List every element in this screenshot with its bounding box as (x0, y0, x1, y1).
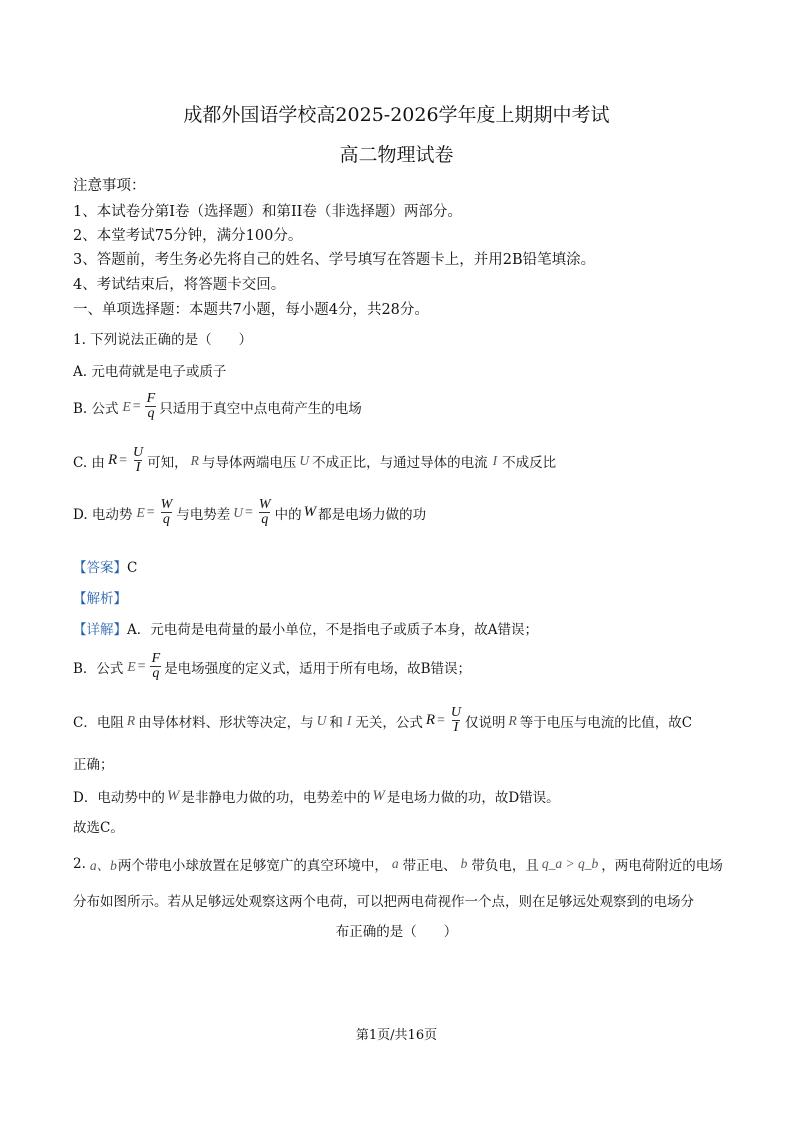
symbol-e: E (136, 504, 145, 520)
detail-c-prefix: C．电阻 (73, 714, 124, 731)
answer-row (73, 556, 137, 576)
option-c-text-3: 不成正比，与通过导体的电流 (312, 454, 488, 471)
option-c-text-1: 可知， (147, 454, 188, 471)
detail-a-text: A．元电荷是电荷量的最小单位，不是指电子或质子本身，故A错误； (127, 622, 538, 638)
detail-conclusion: 故选C。 (73, 820, 124, 836)
option-d-text-2: 中的 (274, 506, 302, 523)
q2-number: 2. (73, 856, 86, 872)
detail-c-continued: 正确； (73, 757, 114, 773)
detail-d (73, 786, 560, 806)
detail-a (73, 618, 538, 638)
fraction-u-over-i (131, 446, 145, 475)
symbol-r: R (107, 452, 118, 468)
detail-d-suffix: 是电场力做的功，故D错误。 (386, 790, 560, 806)
numerator: U (450, 705, 462, 720)
detail-b-prefix: B．公式 (73, 660, 124, 677)
symbol-qa-gt-qb: q_a > q_b (541, 856, 599, 871)
page-subtitle: 高二物理试卷 (339, 144, 454, 166)
notes-item-1: 1、本试卷分第I卷（选择题）和第II卷（非选择题）两部分。 (73, 204, 462, 220)
answer-value: C (127, 560, 138, 576)
denominator: q (162, 512, 170, 527)
symbol-w: W (166, 787, 180, 804)
q2-text-3: 带负电，且 (471, 858, 539, 874)
q1-option-b (73, 392, 362, 421)
symbol-e: E (127, 658, 136, 674)
analysis-label: 【解析】 (73, 591, 127, 607)
fraction-f-over-q (150, 652, 163, 681)
detail-c (73, 706, 692, 735)
option-d-prefix: D. 电动势 (73, 506, 133, 523)
q1-option-c (73, 446, 556, 475)
symbol-e: E (122, 398, 131, 414)
notes-heading: 注意事项： (73, 178, 146, 194)
option-b-suffix: 只适用于真空中点电荷产生的电场 (159, 400, 362, 417)
numerator: U (133, 445, 144, 460)
detail-c-text-3: 无关，公式 (355, 714, 423, 731)
fraction-f-over-q (145, 392, 158, 421)
numerator: W (160, 497, 173, 512)
symbol-r: R (126, 712, 136, 728)
notes-item-2: 2、本堂考试75分钟，满分100分。 (73, 228, 303, 244)
denominator: q (147, 406, 155, 421)
symbol-u: U (299, 452, 310, 468)
q2-line-1 (73, 854, 723, 874)
option-c-prefix: C. 由 (73, 454, 105, 471)
fraction-u-over-i (449, 706, 463, 735)
denominator: I (135, 460, 141, 475)
equals-sign: = (146, 504, 155, 520)
equals-sign: = (119, 452, 128, 468)
symbol-r: R (190, 452, 199, 468)
q1-stem: 1. 下列说法正确的是（ ） (73, 332, 253, 348)
detail-c-text-1: 由导体材料、形状等决定，与 (138, 714, 314, 731)
option-c-suffix: 不成反比 (502, 454, 557, 471)
detail-c-text-2: 和 (329, 714, 343, 731)
page-title: 成都外国语学校高2025-2026学年度上期期中考试 (183, 104, 610, 126)
q1-option-d (73, 498, 426, 527)
symbol-u: U (233, 504, 244, 520)
option-c-text-2: 与导体两端电压 (201, 454, 297, 471)
notes-item-4: 4、考试结束后，将答题卡交回。 (73, 277, 286, 293)
q2-text-2: 带正电、 (402, 858, 457, 874)
denominator: q (261, 512, 269, 527)
symbol-u: U (316, 712, 327, 728)
equals-sign: = (132, 398, 141, 414)
symbol-ab: a、b (89, 858, 117, 873)
detail-d-text: 是非静电力做的功，电势差中的 (181, 790, 371, 806)
numerator: F (151, 651, 161, 666)
notes-item-3: 3、答题前，考生务必先将自己的姓名、学号填写在答题卡上，并用2B铅笔填涂。 (73, 252, 596, 268)
q2-line-2: 分布如图所示。若从足够远处观察这两个电荷，可以把两电荷视作一个点，则在足够远处观察到的电场分 (73, 894, 694, 910)
detail-c-text-4: 仅说明 (465, 714, 506, 731)
denominator: I (453, 720, 459, 735)
q2-text-4: ，两电荷附近的电场 (601, 858, 723, 874)
fraction-w-over-q (159, 498, 175, 527)
symbol-i: I (492, 452, 498, 468)
symbol-r: R (425, 712, 436, 728)
symbol-r: R (508, 712, 517, 728)
detail-label: 【详解】 (73, 622, 127, 638)
numerator: W (258, 497, 271, 512)
symbol-w: W (303, 504, 317, 520)
fraction-w-over-q (257, 498, 273, 527)
q2-line-3: 布正确的是（ ） (335, 924, 458, 940)
detail-d-prefix: D．电动势中的 (73, 790, 165, 806)
denominator: q (152, 666, 160, 681)
detail-c-suffix: 等于电压与电流的比值，故C (519, 714, 693, 731)
section-heading: 一、单项选择题：本题共7小题，每小题4分，共28分。 (73, 302, 429, 318)
equals-sign: = (245, 504, 253, 520)
numerator: F (146, 391, 156, 406)
symbol-w: W (372, 787, 385, 804)
symbol-i: I (346, 712, 352, 728)
page-number: 第1页/共16页 (355, 1028, 438, 1043)
symbol-b: b (460, 856, 468, 871)
equals-sign: = (137, 658, 146, 674)
equals-sign: = (437, 712, 445, 728)
option-d-suffix: 都是电场力做的功 (318, 506, 427, 523)
answer-label: 【答案】 (73, 560, 127, 576)
option-d-text-1: 与电势差 (176, 506, 231, 523)
q1-option-a: A. 元电荷就是电子或质子 (73, 364, 227, 380)
q2-text-1: 两个带电小球放置在足够宽广的真空环境中， (117, 858, 388, 874)
detail-b (73, 652, 471, 681)
symbol-a: a (391, 856, 399, 871)
option-b-prefix: B. 公式 (73, 400, 119, 417)
detail-b-suffix: 是电场强度的定义式，适用于所有电场，故B错误； (164, 660, 472, 677)
